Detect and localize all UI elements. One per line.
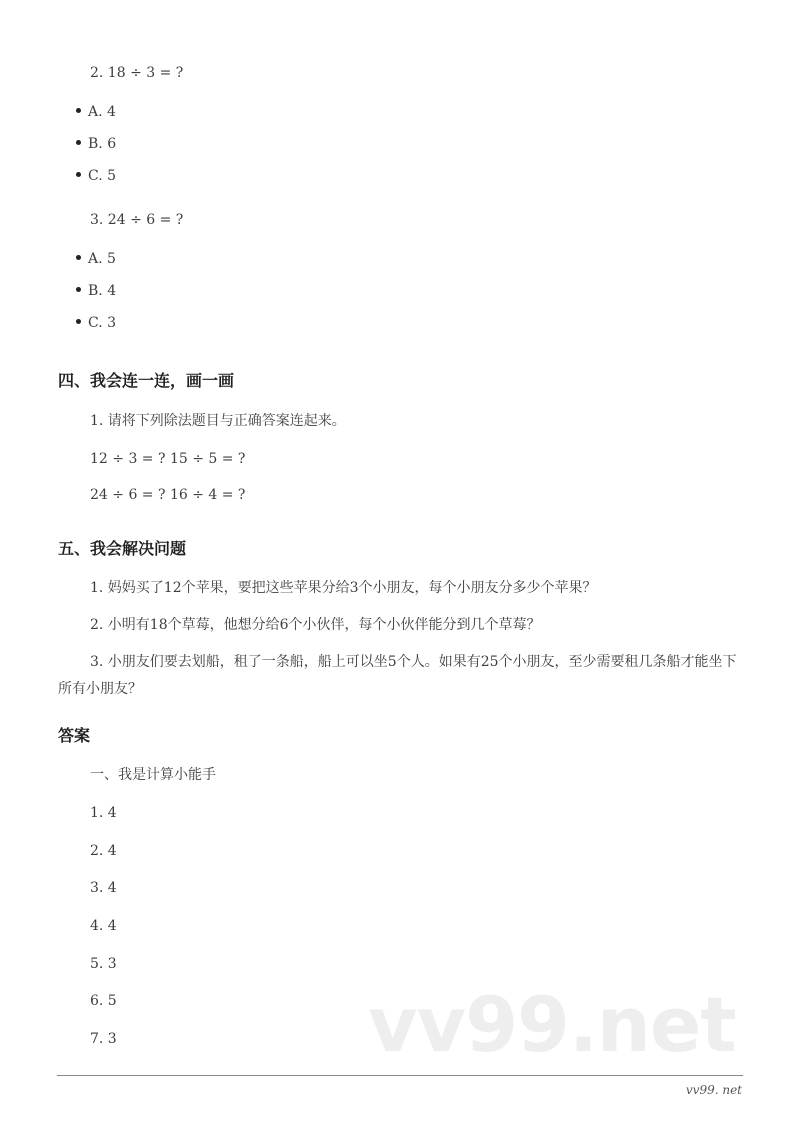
section-heading: 四、我会连一连，画一画 [58, 371, 235, 390]
word-problem: 1. 妈妈买了12个苹果，要把这些苹果分给3个小朋友，每个小朋友分多少个苹果？ [90, 580, 597, 596]
answer-item: 5. 3 [90, 956, 117, 972]
option-label: C. 5 [88, 168, 117, 184]
section-heading: 五、我会解决问题 [58, 539, 187, 558]
footer-site: vv99. net [685, 1083, 742, 1097]
option-label: A. 5 [88, 251, 116, 267]
answers-subtitle: 一、我是计算小能手 [90, 767, 216, 783]
answer-item: 6. 5 [90, 993, 117, 1009]
option-item [76, 167, 116, 185]
option-label: B. 4 [88, 283, 117, 299]
option-label: A. 4 [88, 104, 116, 120]
option-item [76, 314, 116, 332]
option-item [76, 135, 116, 153]
answers-heading: 答案 [58, 726, 91, 745]
equation-line: 12 ÷ 3 = ? 15 ÷ 5 = ? [90, 451, 246, 467]
option-item [76, 103, 116, 121]
word-problem: 2. 小明有18个草莓，他想分给6个小伙伴，每个小伙伴能分到几个草莓？ [90, 617, 541, 633]
answer-item: 3. 4 [90, 880, 117, 896]
option-label: B. 6 [88, 136, 117, 152]
bullet-icon [76, 108, 81, 113]
bullet-icon [76, 319, 81, 324]
bullet-icon [76, 287, 81, 292]
watermark: vv99.net [368, 980, 736, 1069]
instruction-text: 1. 请将下列除法题目与正确答案连起来。 [90, 413, 346, 429]
question-stem: 2. 18 ÷ 3 = ? [90, 65, 184, 81]
answer-item: 4. 4 [90, 918, 117, 934]
answer-item: 7. 3 [90, 1031, 117, 1047]
option-item [76, 250, 116, 268]
answer-item: 1. 4 [90, 805, 117, 821]
answer-item: 2. 4 [90, 843, 117, 859]
bullet-icon [76, 255, 81, 260]
word-problem: 3. 小朋友们要去划船，租了一条船，船上可以坐5个人。如果有25个小朋友，至少需要租几条船才能坐下所有小朋友？ [58, 654, 737, 697]
option-item [76, 282, 116, 300]
question-stem: 3. 24 ÷ 6 = ? [90, 212, 184, 228]
bullet-icon [76, 140, 81, 145]
bullet-icon [76, 172, 81, 177]
option-label: C. 3 [88, 315, 117, 331]
footer-divider [57, 1075, 743, 1076]
equation-line: 24 ÷ 6 = ? 16 ÷ 4 = ? [90, 487, 246, 503]
